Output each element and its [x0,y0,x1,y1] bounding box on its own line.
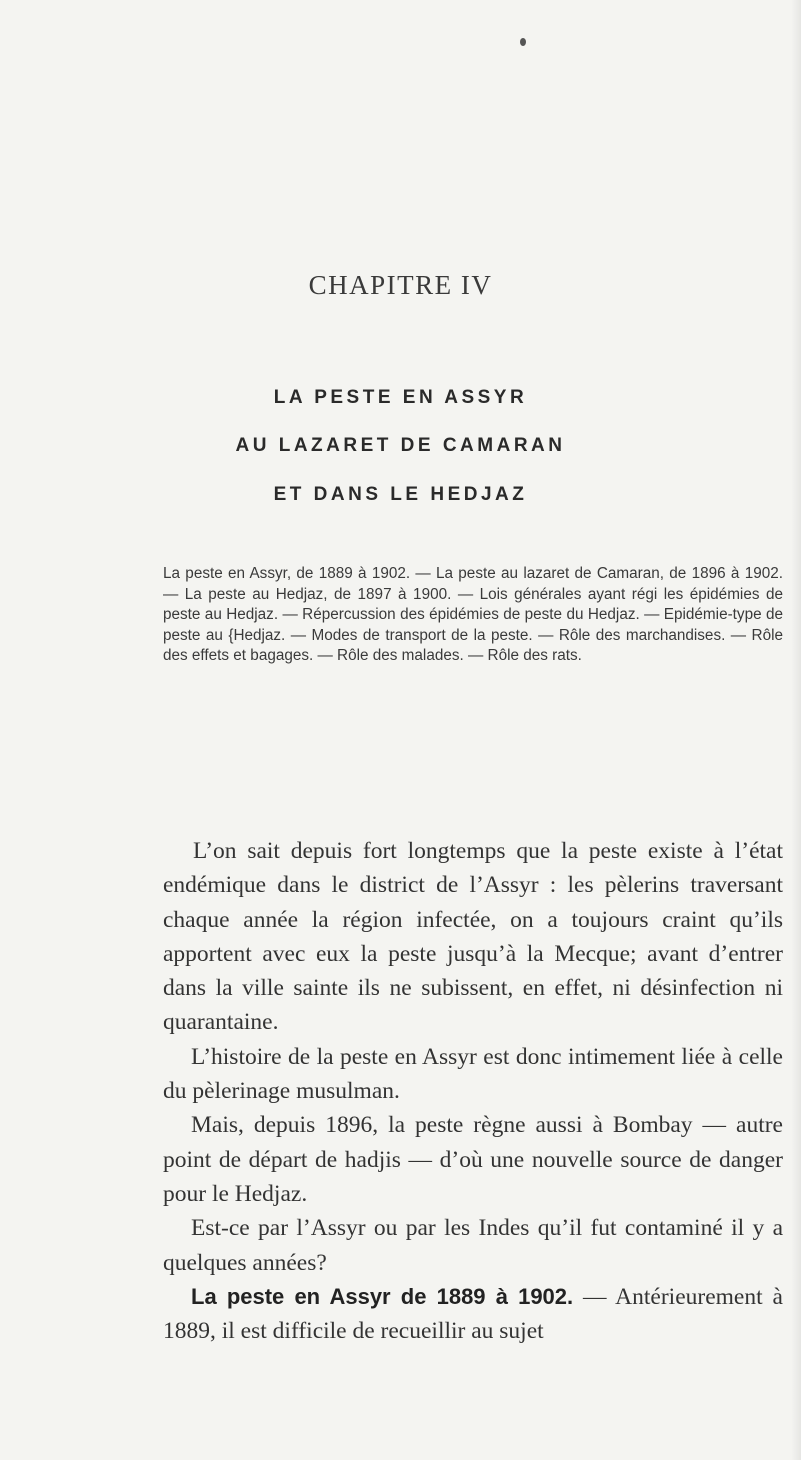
paragraph-3: Mais, depuis 1896, la peste règne aussi à Bombay — autre point de départ de hadjis — d’où une nouvelle source de danger pour le Hedjaz. [163,1112,783,1207]
section-heading: La peste en Assyr de 1889 à 1902. [191,1283,574,1309]
title-line-3: ET DANS LE HEDJAZ [273,484,528,505]
chapter-heading: CHAPITRE IV [308,270,493,300]
ink-speck [520,38,526,46]
page-edge-shadow [791,0,801,1460]
paragraph-4: Est-ce par l’Assyr ou par les Indes qu’il fut contaminé il y a quelques années? [163,1215,783,1276]
title-line-1: LA PESTE EN ASSYR [273,387,528,408]
paragraph-5-text: — Antérieurement à 1889, il est difficile de recueillir au sujet [163,1283,783,1345]
paragraph-1: L’on sait depuis fort longtemps que la peste existe à l’état endémique dans le district de l’Assyr : les pèlerins traversant chaque année la région infectée, on a toujours craint qu’ils apportent avec eux la peste jusqu’à la Mecque; avant d’entrer dans la ville sainte ils ne subissent, en effet, ni désinfection ni quarantaine. [163,838,783,1036]
paragraph-5 [163,1280,783,1349]
chapter-summary: La peste en Assyr, de 1889 à 1902. — La peste au lazaret de Camaran, de 1896 à 1902. — La peste au Hedjaz, de 1897 à 1900. — Lois générales ayant régi les épidémies de peste au Hedjaz. — Répercussion des épidémies de peste du Hedjaz. — Epidémie-type de peste au {Hedjaz. — Modes de transport de la peste. — Rôle des marchandises. — Rôle des effets et bagages. — Rôle des malades. — Rôle des rats. [163,565,783,665]
body-text [163,834,783,1348]
title-line-2: AU LAZARET DE CAMARAN [235,435,566,456]
paragraph-2: L’histoire de la peste en Assyr est donc intimement liée à celle du pèlerinage musulman. [163,1043,783,1105]
